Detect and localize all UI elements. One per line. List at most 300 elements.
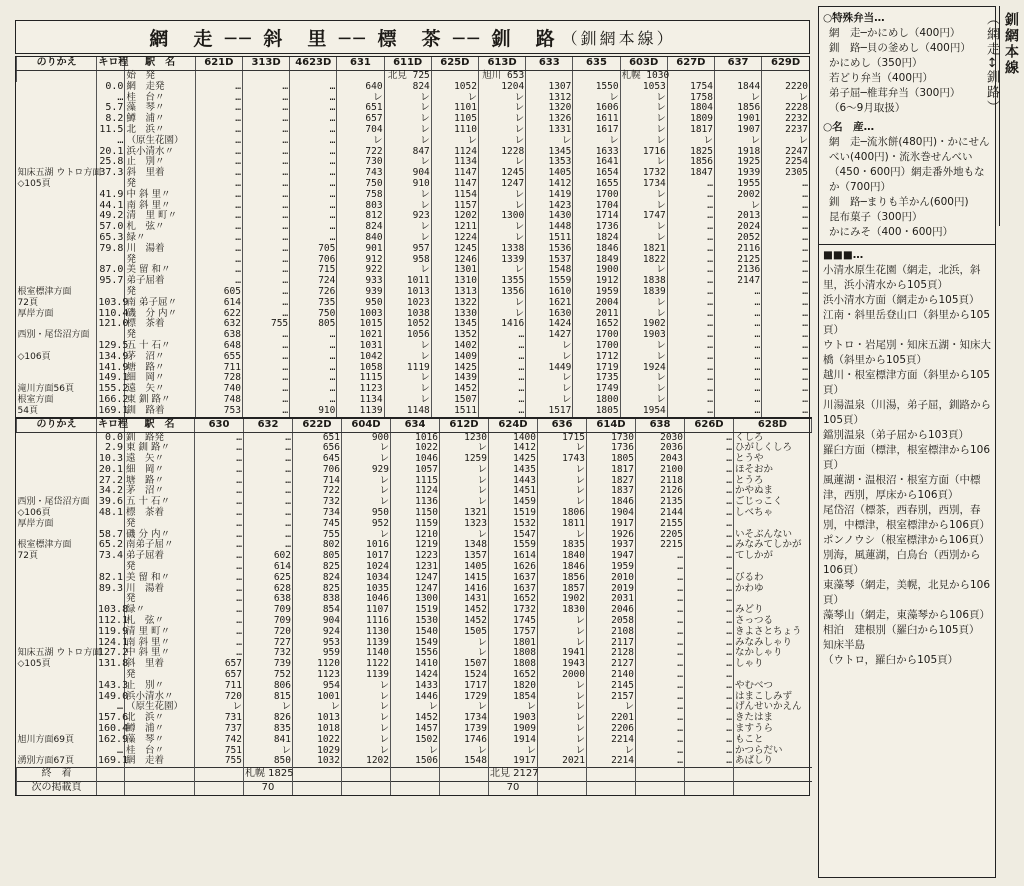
train-time: レ (440, 476, 489, 487)
train-time: … (636, 584, 685, 595)
train-time: … (685, 605, 734, 616)
train-time: 923 (384, 211, 431, 222)
train-time: … (762, 222, 809, 233)
train-time: 1052 (431, 82, 478, 93)
train-time: 1524 (440, 670, 489, 681)
train-time: 1320 (526, 103, 573, 114)
train-time: … (242, 395, 289, 406)
train-time: … (242, 255, 289, 266)
train-time: 1808 (489, 659, 538, 670)
train-time: … (685, 486, 734, 497)
train-time: … (714, 341, 761, 352)
train-time: … (195, 265, 242, 276)
train-time: 2214 (587, 756, 636, 767)
train-time: 1400 (489, 432, 538, 443)
km-distance: 169.1 (98, 755, 129, 767)
station-name: 北 浜〃 (125, 125, 195, 136)
train-time: レ (391, 702, 440, 713)
train-time: … (195, 201, 242, 212)
train-time: レ (526, 373, 573, 384)
km-distance: 157.6 (98, 712, 129, 724)
train-time: … (195, 211, 242, 222)
train-time: … (667, 233, 714, 244)
station-name: 桂 台〃 (125, 746, 195, 757)
train-time: 1326 (526, 114, 573, 125)
station-name: 茅 沼〃 (125, 352, 195, 363)
train-time: … (636, 735, 685, 746)
terminal-cell (538, 768, 587, 782)
train-time: 1626 (489, 562, 538, 573)
train-time: 1139 (342, 670, 391, 681)
train-time: … (195, 486, 244, 497)
train-time: 1614 (489, 551, 538, 562)
destination-item: 風蓮湖・温根沼・根室方面（中標津，西別，厚床から106頁） (823, 474, 981, 501)
station-name: 緑〃 (125, 605, 195, 616)
train-time: 2000 (538, 670, 587, 681)
train-time: 1339 (478, 255, 525, 266)
train-time: 1231 (391, 562, 440, 573)
train-time: 1451 (489, 486, 538, 497)
train-time: 1204 (478, 82, 525, 93)
train-time: レ (620, 341, 667, 352)
terminal-cell: 北見 2127 (489, 768, 538, 782)
train-time: … (195, 432, 244, 443)
train-time: 1547 (489, 530, 538, 541)
train-time: 1357 (440, 551, 489, 562)
train-time: 1540 (391, 627, 440, 638)
train-time: 1425 (489, 454, 538, 465)
train-time: … (478, 395, 525, 406)
train-time: … (762, 298, 809, 309)
train-time: … (667, 298, 714, 309)
column-header: 627D (667, 57, 714, 71)
train-time: … (685, 508, 734, 519)
train-time: 1925 (714, 157, 761, 168)
km-distance: 8.2 (97, 114, 125, 125)
train-time: 2013 (714, 211, 761, 222)
train-time: 711 (195, 363, 242, 374)
train-time: 1120 (293, 659, 342, 670)
train-time: 1745 (489, 616, 538, 627)
train-time: 1415 (440, 573, 489, 584)
notes-panel (818, 6, 996, 878)
train-time: … (636, 724, 685, 735)
train-time: 1410 (391, 659, 440, 670)
train-time: 1734 (620, 179, 667, 190)
train-time: レ (620, 201, 667, 212)
train-time: 614 (244, 562, 293, 573)
train-time: 957 (384, 244, 431, 255)
train-time: レ (384, 233, 431, 244)
train-time: 1042 (337, 352, 384, 363)
train-time: レ (538, 486, 587, 497)
train-time: 1918 (714, 147, 761, 158)
km-distance: 44.1 (97, 201, 125, 212)
train-time: 737 (195, 724, 244, 735)
train-time: 1606 (573, 103, 620, 114)
train-time: 1856 (538, 573, 587, 584)
train-time: レ (384, 157, 431, 168)
train-time: 1846 (573, 244, 620, 255)
train-time: 1245 (431, 244, 478, 255)
train-time: 2052 (714, 233, 761, 244)
train-time: 1652 (489, 594, 538, 605)
train-time: 1902 (620, 319, 667, 330)
station-name: 発 (125, 562, 195, 573)
km-distance: 65.2 (97, 540, 125, 551)
column-header: 631 (337, 57, 384, 71)
station-reading: かつらだい (734, 746, 812, 757)
transfer-note (17, 627, 97, 638)
train-time: 1427 (526, 330, 573, 341)
km-distance: 79.8 (97, 244, 125, 255)
train-time: … (244, 476, 293, 487)
train-time: … (242, 384, 289, 395)
train-time: 2100 (636, 465, 685, 476)
terminal-cell (342, 768, 391, 782)
train-time: レ (538, 735, 587, 746)
train-time: 1301 (431, 265, 478, 276)
station-name: （原生花園） (125, 702, 195, 713)
destination-item: 川湯温泉（川湯，弟子屈，釧路から105頁） (823, 399, 991, 426)
train-time: 954 (293, 681, 342, 692)
train-time: 2140 (587, 670, 636, 681)
train-time: 922 (337, 265, 384, 276)
km-distance: 87.0 (97, 265, 125, 276)
train-time: … (195, 454, 244, 465)
train-time: 1655 (573, 179, 620, 190)
train-time: 2237 (762, 125, 809, 136)
train-time: レ (478, 298, 525, 309)
train-time: 1532 (489, 519, 538, 530)
header-subtitle: （釧網本線） (561, 28, 676, 48)
train-time: … (685, 670, 734, 681)
km-distance: 129.5 (98, 339, 129, 351)
train-time: … (242, 168, 289, 179)
train-time: 1844 (714, 82, 761, 93)
train-time: 730 (337, 157, 384, 168)
train-time: 1714 (573, 211, 620, 222)
station-reading: みなみてしかが (734, 540, 812, 551)
table-row (17, 190, 810, 201)
train-time: 1017 (342, 551, 391, 562)
train-time: … (685, 465, 734, 476)
train-time: 1154 (431, 190, 478, 201)
train-time: レ (762, 93, 809, 104)
transfer-note: 知床五湖 ウトロ方面 (17, 168, 102, 179)
train-time: 1730 (587, 432, 636, 443)
terminal-cell: 終 着 (17, 768, 97, 782)
train-time: 1300 (391, 594, 440, 605)
train-time: 1022 (293, 735, 342, 746)
station-name: 発 (125, 255, 195, 266)
train-time: 752 (244, 670, 293, 681)
train-time: 1550 (573, 82, 620, 93)
train-time: レ (538, 616, 587, 627)
train-time: 1352 (431, 330, 478, 341)
train-time: レ (620, 190, 667, 201)
train-time: 1405 (526, 168, 573, 179)
train-time: 1021 (337, 330, 384, 341)
station-name: 止 別〃 (125, 157, 195, 168)
bento-item: かにめし（350円） (829, 57, 923, 69)
train-time: … (242, 179, 289, 190)
train-time: 1902 (538, 594, 587, 605)
side-title-main: 釧網本線 (1003, 12, 1019, 76)
transfer-note: 旭川方面69頁 (17, 734, 74, 745)
column-header: 駅 名 (125, 57, 195, 71)
train-time: 1811 (538, 519, 587, 530)
train-time: レ (431, 136, 478, 147)
train-time: 1732 (489, 605, 538, 616)
train-time: 2247 (762, 147, 809, 158)
next-page-cell: 次の掲載頁 (17, 782, 97, 796)
transfer-note (17, 584, 97, 595)
km-distance: 5.7 (97, 103, 125, 114)
train-time: レ (478, 125, 525, 136)
station-reading: とうや (734, 454, 812, 465)
km-distance: … (97, 746, 125, 757)
train-time: レ (620, 136, 667, 147)
transfer-note (17, 605, 97, 616)
train-time: … (478, 406, 525, 417)
transfer-note (17, 265, 97, 276)
train-time: 2128 (587, 648, 636, 659)
bento-item: （6〜9月取扱） (829, 102, 906, 114)
terminal-cell: 札幌 1825 (244, 768, 293, 782)
train-time: 755 (242, 319, 289, 330)
train-time: 748 (195, 395, 242, 406)
train-time: 1052 (384, 319, 431, 330)
train-time: 1641 (573, 157, 620, 168)
station-name: 斜 里着 (125, 168, 195, 179)
station-name: 浜小清水〃 (125, 147, 195, 158)
train-time: … (636, 627, 685, 638)
train-time: … (242, 201, 289, 212)
train-time: … (242, 276, 289, 287)
train-time: … (762, 373, 809, 384)
train-time: 1122 (342, 659, 391, 670)
train-time: … (714, 363, 761, 374)
train-time: … (195, 605, 244, 616)
train-time: 722 (337, 147, 384, 158)
train-time: 1556 (391, 648, 440, 659)
train-time: … (195, 638, 244, 649)
train-time: … (636, 551, 685, 562)
train-time: … (478, 341, 525, 352)
train-time: … (714, 352, 761, 363)
train-time: … (667, 244, 714, 255)
station-reading: みどり (734, 605, 812, 616)
column-header: 612D (440, 418, 489, 433)
train-time: … (685, 443, 734, 454)
train-time: … (685, 573, 734, 584)
train-time: … (195, 508, 244, 519)
train-time: 815 (244, 692, 293, 703)
train-time: … (667, 179, 714, 190)
next-page-cell (636, 782, 685, 796)
transfer-note: ◇106頁 (17, 508, 51, 519)
train-time: 1123 (293, 670, 342, 681)
column-header: のりかえ (17, 57, 97, 71)
train-time: 1157 (431, 201, 478, 212)
train-time: … (714, 373, 761, 384)
train-time: … (685, 627, 734, 638)
train-time: 825 (293, 584, 342, 595)
train-time: … (636, 746, 685, 757)
transfer-note: ◇106頁 (17, 351, 51, 362)
train-time: … (685, 562, 734, 573)
destination-item: 尾岱沼（標茶，西春別，西別，春別，中標津，根室標津から106頁） (823, 504, 991, 531)
destination-item: 東藻琴（網走，美幌，北見から106頁） (823, 579, 991, 606)
train-time: 1013 (293, 713, 342, 724)
train-time: … (667, 330, 714, 341)
train-time: 1743 (538, 454, 587, 465)
train-time: 1053 (620, 82, 667, 93)
train-time: 2019 (587, 584, 636, 595)
train-time: … (762, 363, 809, 374)
station-name: 遠 矢〃 (125, 384, 195, 395)
train-time: … (195, 255, 242, 266)
next-page-cell (97, 782, 125, 796)
km-distance: 112.1 (98, 615, 129, 627)
train-time: 824 (337, 222, 384, 233)
train-time: … (242, 157, 289, 168)
column-header: 313D (242, 57, 289, 71)
train-time: … (636, 670, 685, 681)
train-time: … (714, 395, 761, 406)
train-time: 933 (337, 276, 384, 287)
transfer-note (17, 211, 97, 222)
train-time: … (714, 319, 761, 330)
km-distance: 141.9 (98, 361, 129, 373)
train-time: 2305 (762, 168, 809, 179)
train-time: 751 (195, 746, 244, 757)
train-time: … (636, 573, 685, 584)
train-time: … (685, 551, 734, 562)
train-time: レ (526, 384, 573, 395)
terminal-cell (97, 768, 125, 782)
train-time: 1559 (489, 540, 538, 551)
train-time: 826 (244, 713, 293, 724)
train-time: 1159 (391, 519, 440, 530)
train-time: 2126 (636, 486, 685, 497)
train-time: 657 (337, 114, 384, 125)
train-time: 1412 (489, 443, 538, 454)
station-name: 清 里 町〃 (125, 211, 195, 222)
train-time: … (762, 276, 809, 287)
train-time: レ (342, 735, 391, 746)
train-time: … (685, 681, 734, 692)
station-reading: ますうら (734, 724, 812, 735)
train-time: レ (478, 93, 525, 104)
column-header: 613D (478, 57, 525, 71)
km-distance: 121.0 (98, 318, 129, 330)
next-page-cell (587, 782, 636, 796)
transfer-note (17, 530, 97, 541)
train-time: … (242, 330, 289, 341)
train-time: … (685, 702, 734, 713)
train-time: … (242, 233, 289, 244)
train-time: 632 (195, 319, 242, 330)
train-time: 1457 (391, 724, 440, 735)
train-time: 910 (290, 406, 337, 417)
train-time: レ (489, 746, 538, 757)
train-time: 1517 (526, 406, 573, 417)
train-time: 714 (293, 476, 342, 487)
station-name: 磯 分 内〃 (125, 309, 195, 320)
table-row (17, 352, 810, 363)
train-time: レ (526, 136, 573, 147)
train-time: … (667, 363, 714, 374)
train-time: レ (620, 309, 667, 320)
station-name: 桂 台〃 (125, 93, 195, 104)
station-reading: とうろ (734, 476, 812, 487)
train-time: … (667, 319, 714, 330)
train-time: レ (440, 497, 489, 508)
train-time: 824 (293, 573, 342, 584)
terminal-cell (636, 768, 685, 782)
station-name: 釧 路発 (125, 432, 195, 443)
train-time: レ (714, 93, 761, 104)
station-reading: もこと (734, 735, 812, 746)
train-time: … (195, 222, 242, 233)
transfer-note (17, 125, 97, 136)
column-header: 621D (195, 57, 242, 71)
train-time: 850 (244, 756, 293, 767)
train-time: レ (620, 157, 667, 168)
train-time: 1147 (431, 179, 478, 190)
train-time: … (242, 287, 289, 298)
destination-item: 浜小清水方面（網走から105頁） (823, 294, 980, 306)
train-time: 1854 (489, 692, 538, 703)
train-time: … (290, 341, 337, 352)
train-time: 1716 (620, 147, 667, 158)
train-time: 1835 (538, 540, 587, 551)
transfer-note (17, 670, 97, 681)
bento-item: 若どり弁当（400円） (829, 72, 934, 84)
transfer-note: 54頁 (17, 405, 38, 416)
train-time: … (242, 352, 289, 363)
train-time: 1356 (478, 287, 525, 298)
train-time: 1210 (391, 530, 440, 541)
train-time: 910 (384, 179, 431, 190)
train-time: … (762, 190, 809, 201)
train-time: … (685, 746, 734, 757)
train-time: … (478, 352, 525, 363)
train-time: 1107 (342, 605, 391, 616)
destination-item: 藻琴山（網走，東藻琴から106頁）相泊 建根別（羅臼から105頁） (823, 609, 991, 636)
train-time: 805 (293, 551, 342, 562)
origin-cell: 札幌 1030 (621, 70, 670, 81)
transfer-note: 湧別方面67頁 (17, 756, 74, 767)
train-time: レ (342, 713, 391, 724)
train-time: 1202 (431, 211, 478, 222)
train-time: 625 (244, 573, 293, 584)
origin-cell: 始 発 (125, 71, 195, 82)
transfer-note (17, 201, 97, 212)
train-time: 1452 (440, 605, 489, 616)
train-time: 704 (337, 125, 384, 136)
train-time: … (195, 244, 242, 255)
train-time: … (685, 530, 734, 541)
train-time: 1247 (478, 179, 525, 190)
train-time: 1348 (440, 540, 489, 551)
station-name: 塘 路〃 (125, 476, 195, 487)
train-time: 1758 (667, 93, 714, 104)
train-time: … (195, 627, 244, 638)
column-header: 604D (342, 418, 391, 433)
